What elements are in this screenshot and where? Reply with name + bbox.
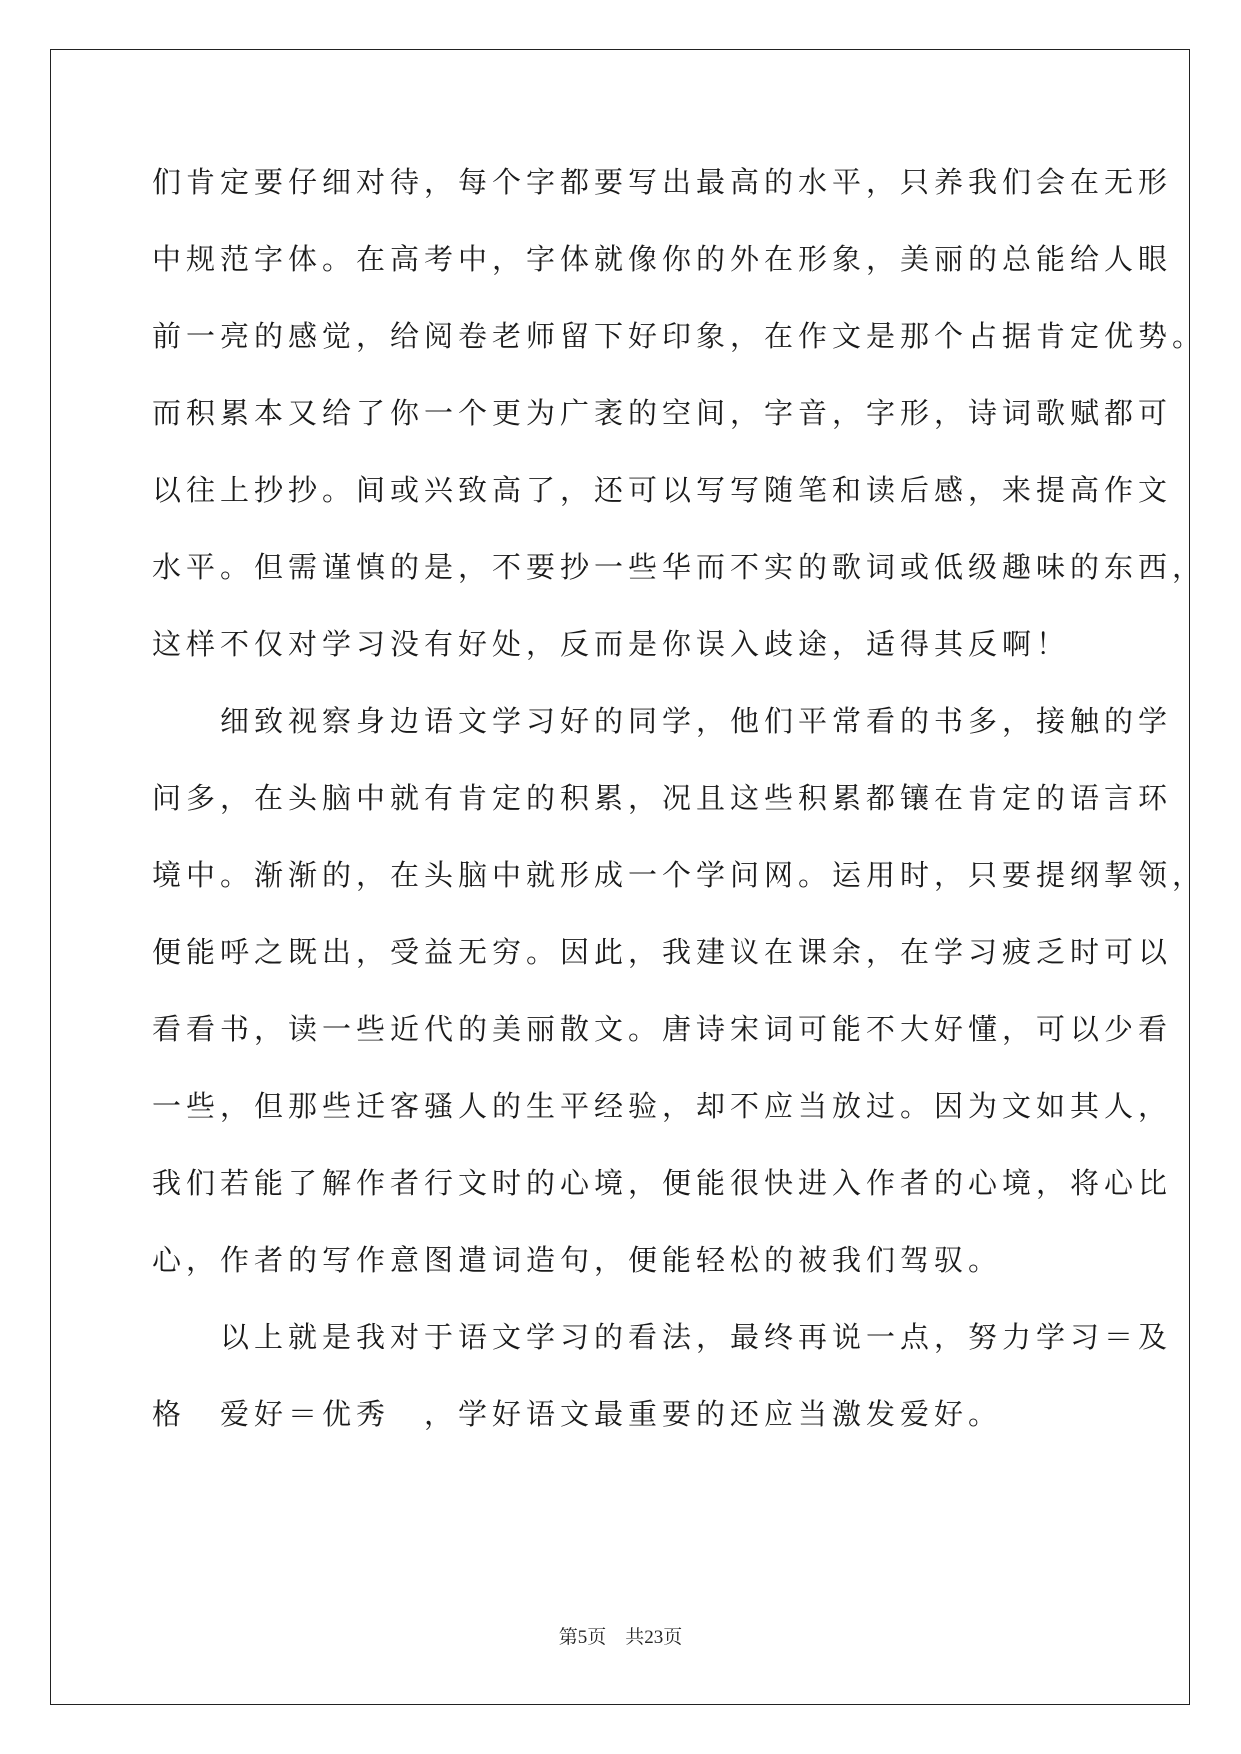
text-line: 以上就是我对于语文学习的看法，最终再说一点，努力学习＝及 <box>152 1320 1173 1354</box>
text-line: 而积累本又给了你一个更为广袤的空间，字音，字形，诗词歌赋都可 <box>152 396 1173 430</box>
text-line: 前一亮的感觉，给阅卷老师留下好印象，在作文是那个占据肯定优势。 <box>152 319 1207 353</box>
document-body <box>152 160 1207 1469</box>
text-line: 中规范字体。在高考中，字体就像你的外在形象，美丽的总能给人眼 <box>152 242 1173 276</box>
text-line: 看看书，读一些近代的美丽散文。唐诗宋词可能不大好懂，可以少看 <box>152 1012 1173 1046</box>
page-number-footer: 第5页 共23页 <box>558 1627 683 1648</box>
text-line: 我们若能了解作者行文时的心境，便能很快进入作者的心境，将心比 <box>152 1166 1173 1200</box>
text-line: 心，作者的写作意图遣词造句，便能轻松的被我们驾驭。 <box>152 1243 1003 1277</box>
text-line: 以往上抄抄。间或兴致高了，还可以写写随笔和读后感，来提高作文 <box>152 473 1173 507</box>
text-line: 格 爱好＝优秀 ，学好语文最重要的还应当激发爱好。 <box>152 1397 1003 1431</box>
text-line: 水平。但需谨慎的是，不要抄一些华而不实的歌词或低级趣味的东西， <box>152 550 1207 584</box>
text-line: 细致视察身边语文学习好的同学，他们平常看的书多，接触的学 <box>152 704 1173 738</box>
text-line: 一些，但那些迁客骚人的生平经验，却不应当放过。因为文如其人， <box>152 1089 1173 1123</box>
text-line: 们肯定要仔细对待，每个字都要写出最高的水平，只养我们会在无形 <box>152 165 1173 199</box>
text-line: 便能呼之既出，受益无穷。因此，我建议在课余，在学习疲乏时可以 <box>152 935 1173 969</box>
text-line: 这样不仅对学习没有好处，反而是你误入歧途，适得其反啊！ <box>152 627 1071 661</box>
text-line: 问多，在头脑中就有肯定的积累，况且这些积累都镶在肯定的语言环 <box>152 781 1173 815</box>
text-line: 境中。渐渐的，在头脑中就形成一个学问网。运用时，只要提纲挈领， <box>152 858 1207 892</box>
